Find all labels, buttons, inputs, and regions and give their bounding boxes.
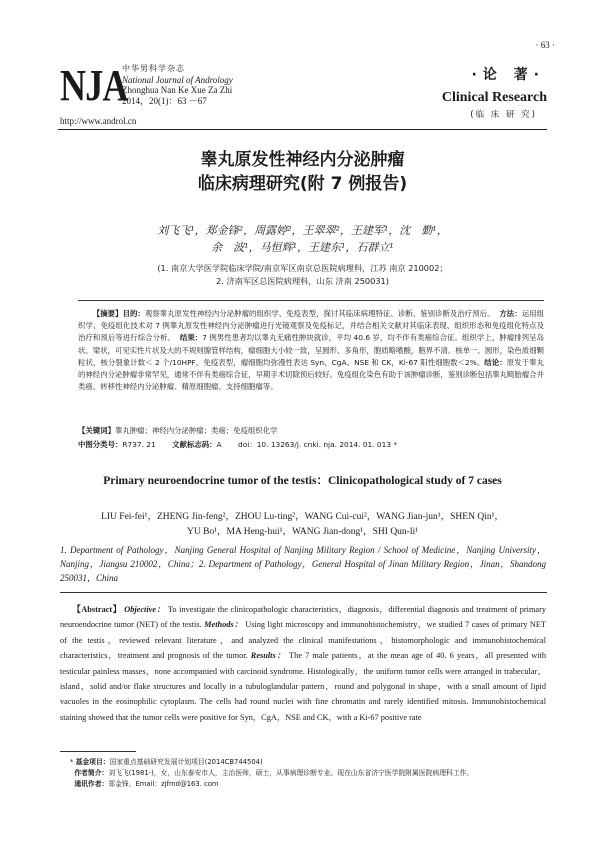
authors-cn-line: 刘飞飞¹，郑金锋²，周露婷²，王翠翠²，王建军¹，沈 勤¹，	[157, 224, 448, 237]
results-cn: 7 例男性患者均以睾丸无痛性肿块就诊，平均 40.6 岁，均不伴有类癌综合征。组织学上，肿瘤排列呈岛状、梁状，可见实性片状及大的不规则腺管样结构，瘤细胞大小较一致，呈圆形、多角形，胞质略嗜酸，胞界不清。核单一、圆形，染色质细颗粒状，核分裂象计数＜ 2 个/10HPF。免疫表型，瘤细胞均弥漫性表达 Syn、CgA、NSE 和 CK，Ki-67 阳性细胞数＜2%。	[78, 333, 544, 367]
authors-cn	[0, 222, 605, 256]
objective-cn-label: 目的：	[122, 309, 145, 318]
corresponding-label: 通讯作者：	[74, 780, 109, 788]
methods-en: Using light microscopy and immunohistochemistry，we studied 7 cases of primary NET of the testis，reviewed relevant literature，and analyzed the clinical manifestations，histomorphologic and immunohistochemical characteristics，treatment and prognosis of the tumor.	[60, 620, 546, 661]
section-label-en: Clinical Research	[441, 90, 547, 105]
methods-en-label: Methods：	[204, 620, 243, 630]
affiliations-en: 1. Department of Pathology，Nanjing General Hospital of Nanjing Military Region / School of Medicine，Nanjing University，Nanjing，Jiangsu 210002，China；2. Department of Pathology，General Hospital of Jinan Military Region，Jinan，Shandong 250031，China	[60, 545, 546, 583]
journal-info	[122, 64, 233, 106]
article-title-cn-line: 睾丸原发性神经内分泌肿瘤	[200, 150, 405, 170]
footnote-author	[70, 768, 550, 779]
journal-issue: 2014，20(1)：63 －67	[122, 95, 207, 106]
author-text: 刘飞飞(1981-)，女，山东泰安市人，主治医师，硕士，从事病理诊断专业。现在山东省济宁医学院附属医院病理科工作。	[108, 769, 474, 777]
results-en-label: Results：	[250, 651, 287, 661]
journal-name-cn: 中华男科学杂志	[122, 64, 185, 73]
authors-en	[0, 510, 605, 540]
abstract-en-rule	[60, 592, 547, 593]
affiliation-cn-line: (1. 南京大学医学院临床学院/南京军区南京总医院病理科，江苏 南京 210002；	[157, 263, 448, 273]
author-label: 作者简介：	[74, 769, 109, 777]
objective-en-label: Objective：	[124, 605, 166, 614]
doi-label: doi：	[238, 440, 257, 449]
abstract-cn-label: 【摘要】	[92, 309, 123, 318]
journal-name-pinyin: Zhonghua Nan Ke Xue Za Zhi	[122, 85, 233, 95]
keywords-cn-text: 睾丸肿瘤；神经内分泌肿瘤；类癌；免疫组织化学	[114, 426, 278, 435]
fund-label: 基金项目：	[75, 758, 110, 766]
header-rule	[58, 129, 547, 130]
abstract-cn	[78, 308, 544, 393]
doc-code-value: A	[216, 440, 222, 449]
objective-cn: 观察睾丸原发性神经内分泌肿瘤的组织学、免疫表型，探讨其临床病理特征、诊断、鉴别诊断及治疗预后。	[144, 309, 495, 318]
article-title-cn-line: 临床病理研究(附 7 例报告)	[197, 174, 408, 194]
keywords-cn	[78, 425, 278, 437]
abstract-en-label: 【Abstract】	[72, 605, 122, 614]
abstract-en	[60, 602, 546, 725]
conclusion-cn: 原发于睾丸的神经内分泌肿瘤非常罕见，通常不伴有类癌综合征，早期手术切除预后较好。免疫组化染色有助于该肿瘤诊断，鉴别诊断包括睾丸畸胎瘤合并类癌、转移性神经内分泌肿瘤、精原细胞瘤、支持细胞瘤等。	[78, 357, 544, 392]
doi-value[interactable]: 10. 13263/j. cnki. nja. 2014. 01. 013	[256, 440, 392, 449]
conclusion-cn-label: 结论：	[484, 357, 507, 367]
section-label-cn: ·论 著·	[471, 67, 545, 83]
clc-label: 中图分类号：	[78, 440, 123, 449]
footnote-fund: * 基金项目：国家重点基础研究发展计划项目(2014CB744504)	[70, 758, 263, 766]
section-sublabel: (临 床 研 究)	[470, 110, 537, 120]
results-en: The 7 male patients，at the mean age of 40. 6 years，all presented with testicular painless masses，none accompanied with carcinoid syndrome. Histologically，the uniform tumor cells were arranged in trabecular，island，solid and/or flake structures and locally in a tubuloglandular pattern，round and polygonal in shape，with a small amount of lipid vacuoles in the eosinophilic cytoplasm. The cells had round nuclei with fine chromatin and rarely identified mitosis. Immunohistochemical staining showed that the tumor cells were positive for Syn，CgA，NSE and CK，with a Ki-67 positive rate	[60, 651, 546, 722]
footnotes	[70, 757, 550, 790]
affiliation-cn-line: 2. 济南军区总医院病理科，山东 济南 250031)	[216, 276, 389, 286]
journal-name-en: National Journal of Andrology	[122, 74, 233, 85]
footnote-marker: *	[393, 440, 398, 449]
fund-text: 国家重点基础研究发展计划项目(2014CB744504)	[109, 758, 263, 766]
authors-en-line: YU Bo¹，MA Heng-hui¹，WANG Jian-dong¹，SHI Qun-li¹	[187, 527, 418, 537]
objective-en: To investigate the clinicopathologic characteristics，diagnosis，differential diagnosis and treatment of primary neuroendocrine tumor (NET) of the testis.	[60, 605, 547, 630]
authors-en-line: LIU Fei-fei¹，ZHENG Jin-feng²，ZHOU Lu-ting²，WANG Cui-cui²，WANG Jian-jun¹，SHEN Qin¹，	[101, 512, 504, 522]
clc-value: R737. 21	[122, 440, 156, 449]
page-number: · 63 ·	[535, 40, 555, 50]
footnote-rule	[60, 751, 136, 752]
doc-code-label: 文献标志码：	[172, 440, 217, 449]
authors-cn-line: 余 波¹，马恒辉¹，王建东¹，石群立¹	[211, 241, 394, 254]
journal-url[interactable]: http://www.androl.cn	[60, 116, 137, 126]
article-title-en: Primary neuroendocrine tumor of the testis：Clinicopathological study of 7 cases	[103, 475, 502, 487]
classification-line	[78, 439, 397, 451]
footnote-corresponding	[70, 779, 550, 790]
article-title-cn	[0, 148, 605, 196]
journal-logo: NJA	[60, 61, 128, 110]
results-cn-label: 结果：	[179, 333, 203, 343]
methods-cn: 运用组织学、免疫组化技术对 7 例睾丸原发性神经内分泌肿瘤进行光镜观察及免疫标记，并结合相关文献对其临床表现、组织形态和免疫组化特点及治疗和预后等进行综合分析。	[78, 309, 544, 343]
methods-cn-label: 方法：	[499, 309, 522, 318]
affiliations-cn	[0, 262, 605, 288]
abstract-top-rule	[78, 300, 544, 301]
keywords-cn-label: 【关键词】	[78, 426, 115, 435]
corresponding-text: 郑金锋，Email：zjfmd@163. com	[108, 780, 219, 788]
